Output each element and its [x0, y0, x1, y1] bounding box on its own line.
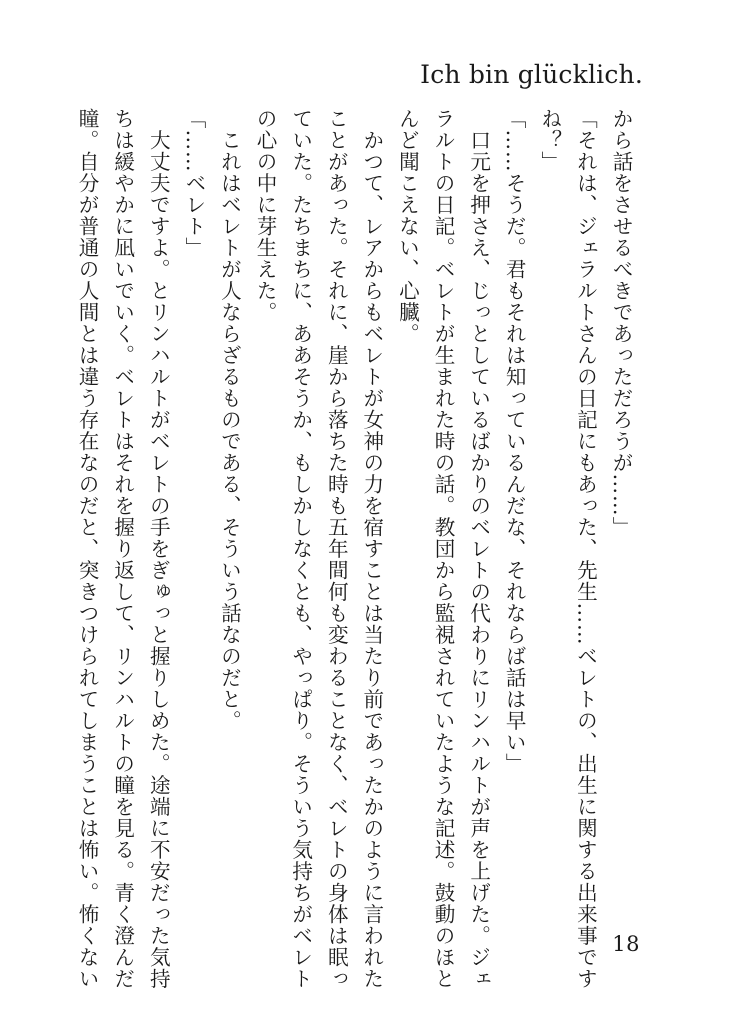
text-line: んど聞こえない、心臓。	[395, 108, 420, 345]
text-line: ね？」	[537, 108, 562, 173]
text-line: 「……そうだ。君もそれは知っているんだな、それならば話は早い」	[502, 108, 527, 775]
text-line: 「……ベレト」	[181, 108, 206, 259]
text-line: 「それは、ジェラルトさんの日記にもあった、先生……ベレトの、出生に関する出来事です	[573, 108, 598, 990]
running-head-title: Ich bin glücklich.	[420, 60, 643, 89]
text-line: 口元を押さえ、じっとしているばかりのベレトの代わりにリンハルトが声を上げた。ジェ	[466, 108, 491, 990]
text-line: 瞳。自分が普通の人間とは違う存在なのだと、突きつけられてしまうことは怖い。怖くない	[75, 108, 100, 990]
text-line: ていた。たちまちに、ああそうか、もしかしなくとも、やっぱり。そういう気持ちがベレト	[288, 108, 313, 990]
page-number: 18	[612, 932, 640, 956]
text-line: かつて、レアからもベレトが女神の力を宿すことは当たり前であったかのように言われた	[359, 108, 384, 990]
text-line: 大丈夫ですよ。とリンハルトがベレトの手をぎゅっと握りしめた。途端に不安だった気持	[146, 108, 171, 990]
text-line: から話をさせるべきであっただろうが……」	[609, 108, 633, 538]
text-line: の心の中に芽生えた。	[253, 108, 278, 323]
text-line: ラルトの日記。ベレトが生まれた時の話。教団から監視されていたような記述。鼓動のほと	[431, 108, 456, 990]
text-line: これはベレトが人ならざるものである、そういう話なのだと。	[217, 108, 242, 732]
text-line: ちは緩やかに凪いでいく。ベレトはそれを握り返して、リンハルトの瞳を見る。青く澄んだ	[110, 108, 135, 990]
text-line: ことがあった。それに、崖から落ちた時も五年間何も変わることなく、ベレトの身体は眠っ	[324, 108, 349, 990]
